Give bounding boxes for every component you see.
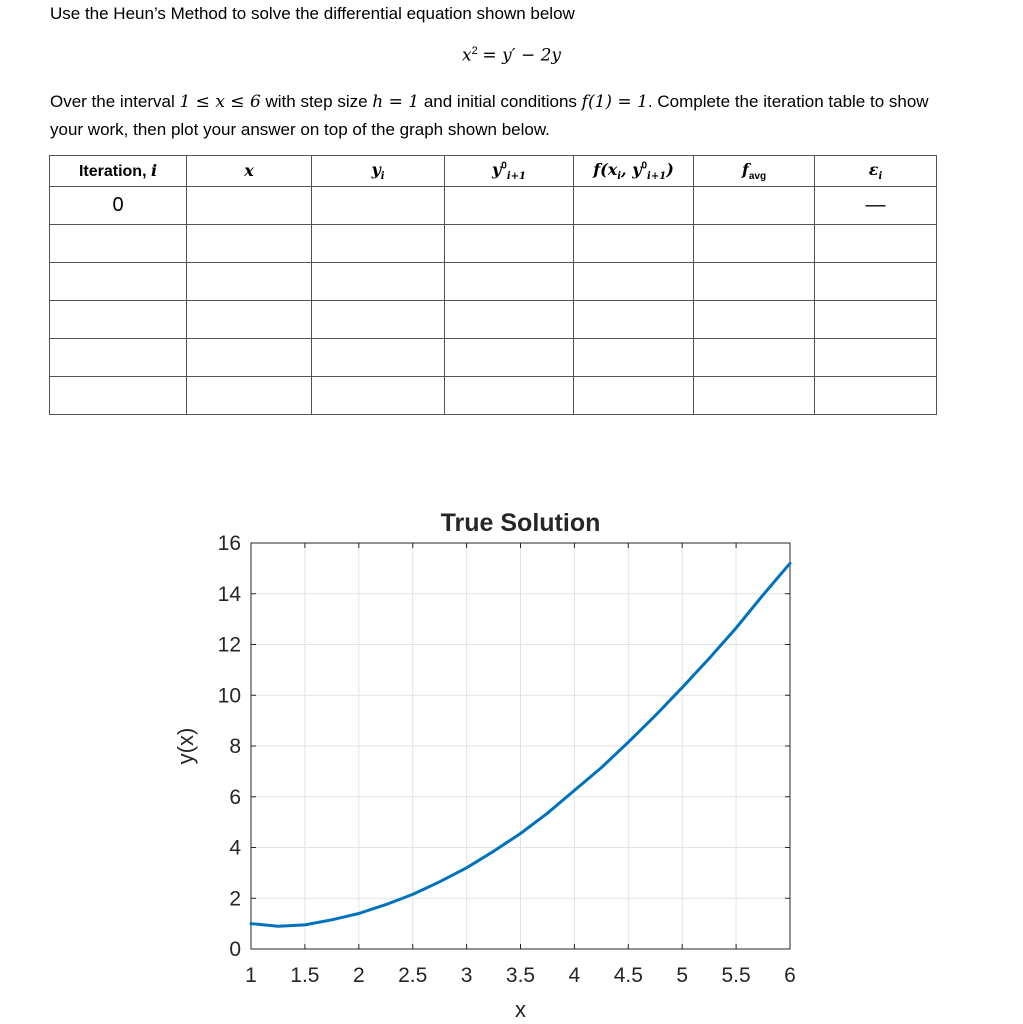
table-row [50,301,937,339]
y-tick-label: 2 [229,887,241,911]
para-part3: and initial conditions [419,92,582,111]
table-cell[interactable] [694,301,815,339]
table-cell[interactable] [574,187,694,225]
table-cell[interactable] [574,301,694,339]
header-epsilon: $\varepsilon_i$ [815,156,937,187]
equation-lhs-base: x [461,45,472,66]
differential-equation [0,45,1023,66]
header-x: x [187,156,312,187]
table-cell[interactable] [694,225,815,263]
table-cell[interactable] [445,377,574,415]
chart-title: True Solution [440,509,601,537]
interval: 1 ≤ x ≤ 6 [179,92,261,112]
table-cell[interactable] [815,301,937,339]
table-cell[interactable] [445,187,574,225]
y-tick-label: 6 [229,785,241,809]
x-tick-label: 2 [352,964,365,987]
initial-condition: f(1) = 1 [581,92,648,112]
y-tick-label: 16 [217,532,241,555]
table-cell[interactable] [694,377,815,415]
x-tick-label: 5.5 [721,964,751,987]
table-cell[interactable] [50,339,187,377]
x-tick-label: 1.5 [290,964,320,987]
header-f-xi-y: $f(x_i$, $y^0_{i+1}$) [574,156,694,187]
table-cell[interactable] [312,377,445,415]
table-cell[interactable] [694,339,815,377]
y-tick-label: 10 [217,684,241,708]
x-axis-label: x [515,997,526,1020]
table-cell[interactable] [574,225,694,263]
y-tick-label: 0 [229,938,241,961]
table-cell[interactable] [312,225,445,263]
table-row [50,187,937,225]
x-tick-label: 6 [784,964,796,987]
x-tick-label: 3 [460,964,473,987]
table-cell[interactable] [187,377,312,415]
header-iteration: Iteration, i [50,156,187,187]
table-cell[interactable] [815,339,937,377]
x-tick-label: 3.5 [505,964,536,987]
x-tick-label: 1 [245,964,257,987]
iteration-table [49,155,937,415]
table-cell[interactable] [694,187,815,225]
table-cell[interactable] [574,263,694,301]
table-cell[interactable] [445,301,574,339]
step-size: h = 1 [372,92,420,112]
problem-instructions [50,88,950,144]
equation-rhs: = y′ − 2y [482,45,562,66]
table-cell[interactable] [50,263,187,301]
para-part2: with step size [260,92,373,111]
table-cell[interactable] [815,225,937,263]
table-header-row [50,156,937,187]
table-cell[interactable]: — [815,187,937,225]
table-cell[interactable] [187,187,312,225]
table-cell[interactable] [312,339,445,377]
header-yi: $y_i$ [312,156,445,187]
para-part1: Over the interval [50,92,180,111]
x-tick-label: 5 [676,964,689,987]
table-cell[interactable] [50,225,187,263]
y-tick-label: 8 [229,735,241,758]
header-favg: $f_{avg}$ [694,156,815,187]
x-tick-label: 4.5 [613,964,643,987]
equation-lhs-exp: 2 [471,45,478,57]
x-tick-label: 4 [568,964,581,987]
table-cell[interactable] [312,187,445,225]
table-cell[interactable] [815,263,937,301]
table-row [50,263,937,301]
table-cell[interactable] [50,377,187,415]
table-cell[interactable] [445,263,574,301]
table-cell[interactable] [694,263,815,301]
table-cell[interactable] [312,263,445,301]
y-tick-label: 12 [217,633,241,657]
table-cell[interactable] [187,225,312,263]
table-cell[interactable]: 0 [50,187,187,225]
table-row [50,225,937,263]
table-row [50,339,937,377]
table-cell[interactable] [445,339,574,377]
table-row [50,377,937,415]
table-cell[interactable] [187,263,312,301]
table-cell[interactable] [312,301,445,339]
table-cell[interactable] [815,377,937,415]
y-tick-label: 4 [229,836,241,860]
header-y0-i1: $y^0_{i+1}$ [445,156,574,187]
table-cell[interactable] [187,301,312,339]
problem-intro: Use the Heun’s Method to solve the differential equation shown below [50,4,575,23]
y-tick-label: 14 [217,582,241,606]
y-axis-label: y(x) [173,727,198,765]
table-cell[interactable] [445,225,574,263]
table-cell[interactable] [187,339,312,377]
true-solution-chart [160,500,820,1020]
x-tick-label: 2.5 [398,964,428,987]
table-cell[interactable] [574,377,694,415]
table-cell[interactable] [50,301,187,339]
para-part4: . Complete the iteration table to show your work, then plot your answer on top of the graph shown below. [50,92,929,139]
table-cell[interactable] [574,339,694,377]
